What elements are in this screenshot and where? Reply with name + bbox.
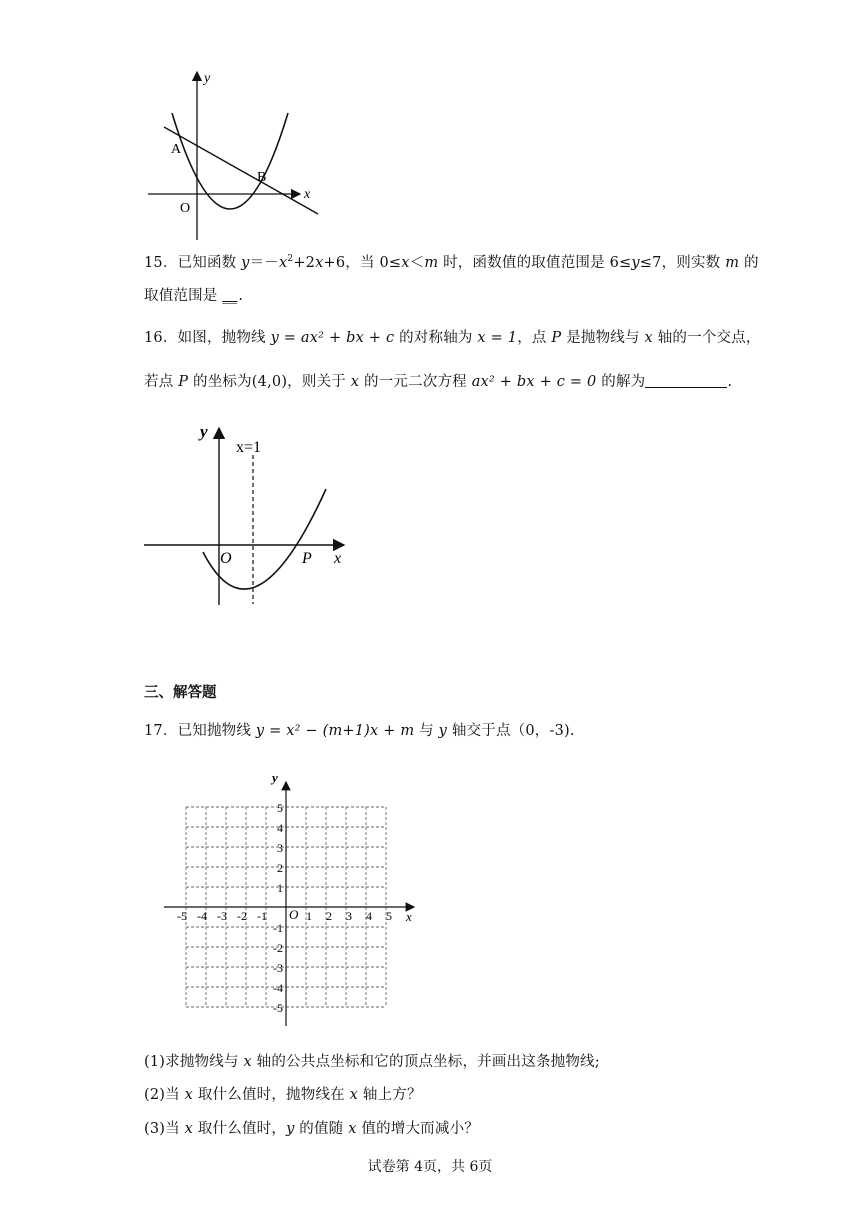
y-tick-label: -4 — [273, 981, 283, 995]
y-tick-label: 1 — [277, 881, 283, 895]
q15-answer-blank[interactable]: __ — [222, 288, 238, 304]
q16-line1: 16．如图，抛物线 y = ax² + bx + c 的对称轴为 x = 1，点 P 是抛物线与 x 轴的一个交点， — [144, 330, 761, 346]
parabola-curve — [203, 489, 326, 589]
x-tick-label: -2 — [237, 909, 247, 923]
y-tick-label: 5 — [277, 801, 283, 815]
y-tick-label: 4 — [277, 821, 283, 835]
coordinate-grid — [160, 768, 420, 1030]
q16-answer-blank[interactable] — [645, 373, 727, 388]
q17-sub3: (3)当 x 取什么值时，y 的值随 x 值的增大而减小？ — [144, 1121, 479, 1137]
section-heading: 三、解答题 — [144, 685, 217, 701]
fig2-y-label: y — [200, 422, 208, 441]
fig1-origin: O — [180, 201, 191, 216]
tick-labels — [177, 801, 392, 1015]
fig1-point-a: A — [171, 142, 182, 157]
grid-x-label: x — [406, 909, 412, 924]
fig1-y-label: y — [204, 71, 211, 86]
x-tick-label: -3 — [217, 909, 227, 923]
q16-line2: 若点 P 的坐标为(4,0)，则关于 x 的一元二次方程 ax² + bx + c = 0 的解为 . — [144, 374, 733, 390]
grid-y-label: y — [272, 770, 278, 785]
fig1-point-b: B — [257, 170, 267, 185]
q16-equation: y = ax² + bx + c — [270, 330, 395, 346]
y-tick-label: -3 — [273, 961, 283, 975]
figure-parabola-axis — [140, 418, 360, 610]
y-tick-label: -5 — [273, 1001, 283, 1015]
x-tick-label: 3 — [346, 909, 352, 923]
x-tick-label: 1 — [306, 909, 312, 923]
figure-parabola-line — [140, 66, 340, 246]
x-tick-label: -1 — [257, 909, 267, 923]
q16-equation2: ax² + bx + c = 0 — [471, 374, 597, 390]
x-tick-label: 2 — [326, 909, 332, 923]
q17-sub1: (1)求抛物线与 x 轴的公共点坐标和它的顶点坐标，并画出这条抛物线; — [144, 1054, 600, 1070]
q17-equation: y = x² − (m+1)x + m — [255, 723, 415, 739]
fig2-origin: O — [220, 550, 232, 567]
y-tick-label: -1 — [273, 921, 283, 935]
y-tick-label: 2 — [277, 861, 283, 875]
q17-line: 17．已知抛物线 y = x² − (m+1)x + m 与 y 轴交于点（0，-3). — [144, 723, 575, 739]
fig2-x-label: x — [334, 550, 342, 567]
fig1-x-label: x — [304, 187, 311, 202]
x-tick-label: -4 — [197, 909, 207, 923]
grid-origin: O — [289, 907, 299, 922]
q15-line2: 取值范围是 __. — [144, 288, 244, 304]
q17-sub2: (2)当 x 取什么值时，抛物线在 x 轴上方？ — [144, 1087, 422, 1103]
x-tick-label: 4 — [366, 909, 372, 923]
page-footer: 试卷第 4页，共 6页 — [367, 1159, 493, 1175]
y-tick-label: -2 — [273, 941, 283, 955]
x-tick-label: -5 — [177, 909, 187, 923]
fig2-point-p: P — [302, 550, 312, 567]
q15-line1: 15．已知函数 $y=-x^2+2x+6$，当 0≤x＜m 时，函数值的取值范围是 6≤y≤7，则实数 m 的 — [144, 254, 759, 271]
y-tick-label: 3 — [277, 841, 283, 855]
x-tick-label: 5 — [386, 909, 392, 923]
fig2-axis-label: x=1 — [236, 439, 262, 456]
